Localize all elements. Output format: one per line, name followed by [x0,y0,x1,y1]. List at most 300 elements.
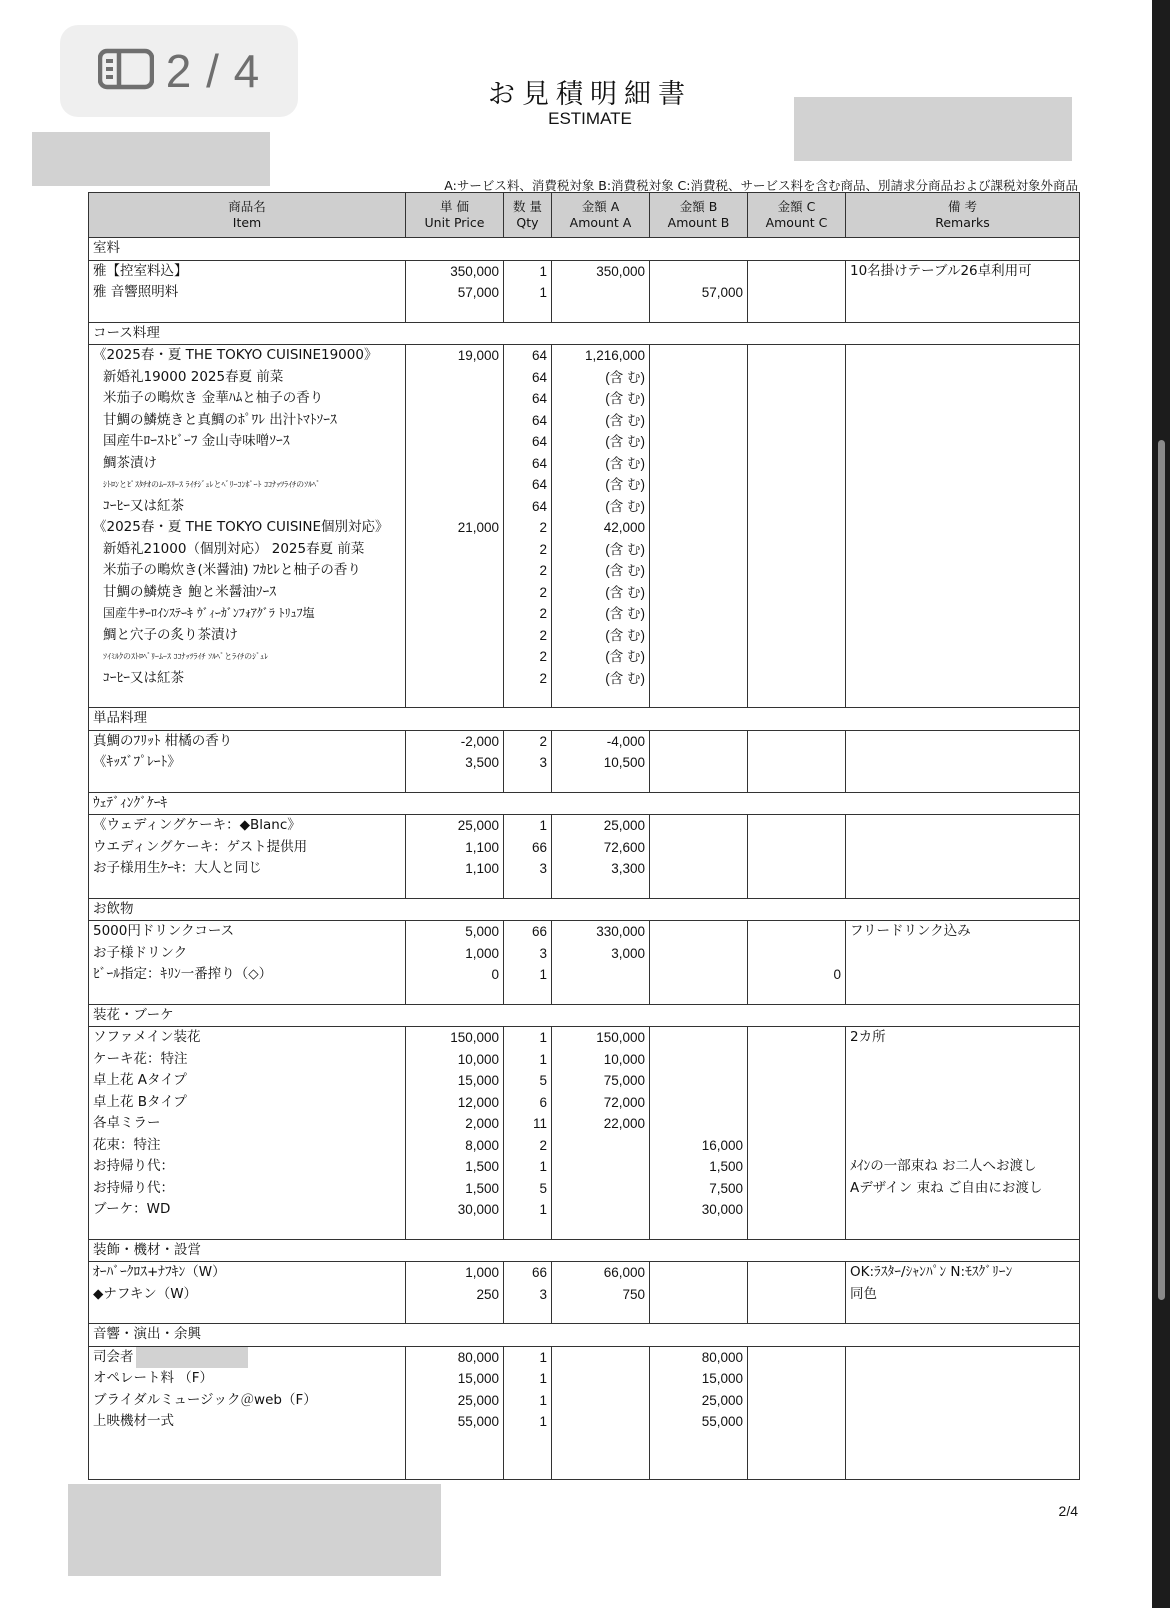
item-name: ｺｰﾋｰ又は紅茶 [103,669,184,686]
spacer-row [89,1305,1080,1324]
cell-price: 1,500 [406,1178,504,1200]
cell-qty: 2 [504,517,552,539]
cell-qty: 3 [504,1284,552,1306]
cell-b [650,410,748,432]
table-row [89,1262,1080,1284]
cell-c: 0 [748,964,846,986]
cell-b [650,345,748,367]
cell-c [748,431,846,453]
cell-item [89,388,406,410]
cell-qty: 3 [504,858,552,880]
cell-c [748,260,846,282]
cell-a: 10,000 [552,1049,650,1071]
cell-qty: 64 [504,453,552,475]
cell-item [89,668,406,690]
section-header [89,238,1080,261]
cell-a: (含 む) [552,410,650,432]
cell-price [406,582,504,604]
cell-remarks [846,837,1080,859]
cell-qty: 1 [504,1156,552,1178]
cell-c [748,1027,846,1049]
table-row [89,1178,1080,1200]
spacer-cell [650,1433,748,1480]
cell-c [748,453,846,475]
cell-price: 25,000 [406,815,504,837]
cell-a: 10,500 [552,752,650,774]
cell-price: 30,000 [406,1199,504,1221]
cell-qty: 1 [504,964,552,986]
item-name: 雅【控室料込】 [93,262,188,279]
cell-c [748,1368,846,1390]
spacer-row [89,880,1080,899]
cell-price: 8,000 [406,1135,504,1157]
spacer-cell [504,880,552,899]
cell-b [650,474,748,496]
cell-price: 10,000 [406,1049,504,1071]
cell-price: 1,000 [406,943,504,965]
cell-qty: 64 [504,474,552,496]
cell-remarks: ﾒｲﾝの一部束ね お二人へお渡し [846,1156,1080,1178]
item-name: 鯛茶漬け [103,454,157,471]
cell-remarks [846,858,1080,880]
cell-a: (含 む) [552,431,650,453]
document-subtitle: ESTIMATE [548,109,632,128]
section-header [89,708,1080,731]
spacer-cell [552,304,650,323]
table-row [89,752,1080,774]
cell-remarks [846,1411,1080,1433]
spacer-cell [89,986,406,1005]
cell-item [89,1284,406,1306]
estimate-table [88,192,1080,1480]
cell-a: 3,000 [552,943,650,965]
cell-c [748,474,846,496]
spacer-row [89,774,1080,793]
spacer-cell [89,1305,406,1324]
spacer-cell [650,689,748,708]
spacer-cell [89,1433,406,1480]
table-row [89,260,1080,282]
cell-item [89,1368,406,1390]
amount-legend: A:サービス料、消費税対象 B:消費税対象 C:消費税、サービス料を含む商品、別請求分商品および課税対象外商品 [444,178,1078,193]
spacer-cell [846,1433,1080,1480]
item-name: 国産牛ﾛｰｽﾄﾋﾞｰﾌ 金山寺味噌ｿｰｽ [103,433,290,449]
cell-c [748,837,846,859]
cell-c [748,646,846,668]
cell-a [552,1199,650,1221]
cell-b [650,1284,748,1306]
cell-b [650,496,748,518]
cell-b [650,943,748,965]
cell-remarks [846,539,1080,561]
cell-price: 3,500 [406,752,504,774]
cell-c [748,367,846,389]
item-name: お子様用生ｹｰｷ：大人と同じ [93,860,262,876]
cell-a: 1,216,000 [552,345,650,367]
spacer-cell [406,304,504,323]
cell-price: 5,000 [406,921,504,943]
cell-price: 1,500 [406,1156,504,1178]
spacer-cell [650,304,748,323]
section-title: 単品料理 [89,708,1080,731]
cell-price: 57,000 [406,282,504,304]
cell-b: 30,000 [650,1199,748,1221]
cell-qty: 2 [504,603,552,625]
cell-b [650,730,748,752]
cell-item [89,1070,406,1092]
spacer-cell [650,880,748,899]
col-remarks: 備 考 Remarks [846,193,1080,238]
cell-b: 16,000 [650,1135,748,1157]
table-row [89,410,1080,432]
cell-a: 3,300 [552,858,650,880]
cell-b [650,964,748,986]
cell-c [748,943,846,965]
cell-price: 1,100 [406,837,504,859]
spacer-cell [406,774,504,793]
cell-price: 150,000 [406,1027,504,1049]
cell-c [748,1346,846,1368]
item-name: ﾋﾞｰﾙ指定：ｷﾘﾝ一番搾り（◇） [93,966,273,982]
item-name: ｵｰﾊﾞｰｸﾛｽ+ﾅﾌｷﾝ（W） [93,1264,226,1280]
spacer-cell [89,1221,406,1240]
cell-remarks [846,1092,1080,1114]
cell-b [650,668,748,690]
cell-item [89,603,406,625]
table-row [89,431,1080,453]
cell-b: 55,000 [650,1411,748,1433]
table-row [89,668,1080,690]
spacer-cell [504,986,552,1005]
cell-b: 15,000 [650,1368,748,1390]
cell-a: 72,000 [552,1092,650,1114]
cell-item [89,1092,406,1114]
item-name: ◆ナフキン（W） [93,1285,198,1302]
page-number: 2/4 [1058,1503,1078,1519]
cell-price [406,603,504,625]
cell-item [89,964,406,986]
spacer-cell [504,774,552,793]
cell-c [748,668,846,690]
cell-remarks [846,496,1080,518]
cell-c [748,1199,846,1221]
cell-c [748,1113,846,1135]
cell-qty: 66 [504,921,552,943]
spacer-cell [504,1433,552,1480]
cell-c [748,1284,846,1306]
table-row [89,964,1080,986]
cell-remarks [846,431,1080,453]
cell-price [406,646,504,668]
table-row [89,496,1080,518]
cell-qty: 1 [504,1027,552,1049]
table-row [89,837,1080,859]
cell-remarks: Aデザイン 束ね ご自由にお渡し [846,1178,1080,1200]
spacer-row [89,689,1080,708]
cell-qty: 6 [504,1092,552,1114]
section-header [89,1239,1080,1262]
item-name: 真鯛のﾌﾘｯﾄ 柑橘の香り [93,732,233,749]
cell-qty: 5 [504,1070,552,1092]
table-row [89,921,1080,943]
cell-remarks [846,474,1080,496]
spacer-cell [748,1433,846,1480]
item-name: ｿｲﾐﾙｸのｽﾄﾛﾍﾞﾘｰﾑｰｽ ｺｺﾅｯﾂﾗｲﾁ ｿﾙﾍﾞとﾗｲﾁのｼﾞｭﾚ [103,652,269,661]
cell-remarks: 2カ所 [846,1027,1080,1049]
cell-price: 25,000 [406,1390,504,1412]
cell-a: 75,000 [552,1070,650,1092]
cell-qty: 64 [504,388,552,410]
cell-item [89,410,406,432]
cell-price [406,410,504,432]
cell-price [406,431,504,453]
cell-b [650,388,748,410]
spacer-cell [748,774,846,793]
section-header [89,898,1080,921]
cell-qty: 2 [504,582,552,604]
cell-c [748,815,846,837]
item-name: 新婚礼19000 2025春夏 前菜 [103,368,284,385]
spacer-cell [650,1221,748,1240]
cell-qty: 2 [504,646,552,668]
cell-qty: 2 [504,560,552,582]
cell-a: (含 む) [552,453,650,475]
cell-price: 250 [406,1284,504,1306]
spacer-cell [406,1305,504,1324]
cell-a: (含 む) [552,560,650,582]
cell-item [89,453,406,475]
item-name: 5000円ドリンクコース [93,923,235,939]
section-title: コース料理 [89,322,1080,345]
cell-price: 350,000 [406,260,504,282]
cell-b [650,582,748,604]
spacer-cell [552,880,650,899]
cell-qty: 1 [504,1049,552,1071]
cell-item [89,474,406,496]
spacer-cell [748,689,846,708]
cell-a: 22,000 [552,1113,650,1135]
cell-qty: 1 [504,1390,552,1412]
cell-a: 25,000 [552,815,650,837]
cell-qty: 2 [504,539,552,561]
spacer-cell [846,1221,1080,1240]
cell-item [89,560,406,582]
cell-a: (含 む) [552,367,650,389]
cell-item [89,837,406,859]
spacer-cell [89,689,406,708]
cell-qty: 2 [504,730,552,752]
cell-a: (含 む) [552,625,650,647]
cell-item [89,815,406,837]
cell-a: (含 む) [552,388,650,410]
cell-item [89,752,406,774]
item-name: 司会者 [93,1348,134,1365]
cell-price: 1,100 [406,858,504,880]
cell-qty: 64 [504,410,552,432]
cell-a: (含 む) [552,646,650,668]
table-row [89,474,1080,496]
cell-b: 1,500 [650,1156,748,1178]
table-row [89,858,1080,880]
cell-a: 42,000 [552,517,650,539]
cell-price: 15,000 [406,1070,504,1092]
cell-b [650,367,748,389]
cell-remarks [846,410,1080,432]
cell-a [552,1178,650,1200]
cell-price [406,453,504,475]
table-row [89,1135,1080,1157]
cell-remarks [846,345,1080,367]
cell-price: 12,000 [406,1092,504,1114]
item-name: 甘鯛の鱗焼き 鮑と米醤油ｿｰｽ [103,583,277,600]
cell-price: 80,000 [406,1346,504,1368]
col-qty: 数 量 Qty [504,193,552,238]
cell-qty: 1 [504,1411,552,1433]
spacer-cell [504,304,552,323]
cell-b [650,517,748,539]
cell-item [89,943,406,965]
spacer-cell [406,986,504,1005]
item-name: 卓上花 Bタイプ [93,1093,187,1110]
item-name: ソファメイン装花 [93,1029,201,1045]
cell-a: (含 む) [552,603,650,625]
item-name: 《ｷｯｽﾞﾌﾟﾚｰﾄ》 [93,754,181,770]
item-name: 国産牛ｻｰﾛｲﾝｽﾃｰｷ ｳﾞｨｰｶﾞﾝﾌｫｱｸﾞﾗ ﾄﾘｭﾌ塩 [103,606,315,620]
spacer-cell [846,880,1080,899]
table-row [89,367,1080,389]
spacer-cell [406,1433,504,1480]
cell-c [748,1135,846,1157]
item-name: ウエディングケーキ：ゲスト提供用 [93,838,308,855]
cell-b [650,646,748,668]
cell-item [89,730,406,752]
cell-b: 25,000 [650,1390,748,1412]
spacer-cell [552,1221,650,1240]
cell-remarks [846,730,1080,752]
table-row [89,582,1080,604]
section-title: 装飾・機材・設営 [89,1239,1080,1262]
section-header [89,1324,1080,1347]
cell-a: (含 む) [552,668,650,690]
table-row [89,943,1080,965]
cell-a [552,1390,650,1412]
cell-b [650,1092,748,1114]
table-row [89,1346,1080,1368]
cell-qty: 2 [504,1135,552,1157]
cell-a: 150,000 [552,1027,650,1049]
cell-price: 1,000 [406,1262,504,1284]
cell-b [650,560,748,582]
cell-qty: 1 [504,1346,552,1368]
cell-item [89,282,406,304]
spacer-cell [406,689,504,708]
cell-b: 57,000 [650,282,748,304]
cell-b [650,752,748,774]
cell-price: 15,000 [406,1368,504,1390]
cell-item [89,539,406,561]
table-row [89,1411,1080,1433]
spacer-cell [650,986,748,1005]
item-name: 花束：特注 [93,1136,161,1153]
table-row [89,560,1080,582]
cell-c [748,1178,846,1200]
cell-qty: 1 [504,815,552,837]
cell-item [89,431,406,453]
cell-a: 72,600 [552,837,650,859]
cell-remarks [846,282,1080,304]
item-name: お持帰り代： [93,1158,174,1174]
cell-b [650,815,748,837]
spacer-cell [650,1305,748,1324]
cell-c [748,282,846,304]
cell-c [748,539,846,561]
item-name: 上映機材一式 [93,1413,174,1429]
cell-a: 330,000 [552,921,650,943]
table-row [89,282,1080,304]
item-name: オペレート料 （F） [93,1370,214,1386]
spacer-cell [552,774,650,793]
cell-item [89,1390,406,1412]
cell-a: (含 む) [552,582,650,604]
item-name: 新婚礼21000（個別対応） 2025春夏 前菜 [103,540,365,557]
cell-b [650,603,748,625]
cell-item [89,1178,406,1200]
table-row [89,345,1080,367]
spacer-cell [89,774,406,793]
cell-a [552,282,650,304]
cell-remarks [846,1390,1080,1412]
section-header [89,322,1080,345]
spacer-cell [846,774,1080,793]
col-item: 商品名 Item [89,193,406,238]
cell-c [748,345,846,367]
cell-item [89,625,406,647]
section-header [89,1004,1080,1027]
table-row [89,1070,1080,1092]
cell-c [748,560,846,582]
cell-a: -4,000 [552,730,650,752]
spacer-cell [748,304,846,323]
item-name: 《2025春・夏 THE TOKYO CUISINE19000》 [93,347,378,363]
cell-a [552,1156,650,1178]
cell-a: (含 む) [552,539,650,561]
item-name: ｺｰﾋｰ又は紅茶 [103,497,184,514]
cell-b [650,1070,748,1092]
cell-price [406,388,504,410]
cell-c [748,410,846,432]
cell-b: 7,500 [650,1178,748,1200]
spacer-row [89,304,1080,323]
cell-item [89,582,406,604]
cell-qty: 1 [504,1368,552,1390]
table-row [89,1113,1080,1135]
cell-item [89,260,406,282]
spacer-cell [846,304,1080,323]
cell-b [650,1262,748,1284]
cell-qty: 64 [504,345,552,367]
cell-c [748,1049,846,1071]
cell-a: (含 む) [552,496,650,518]
cell-a: (含 む) [552,474,650,496]
cell-remarks [846,964,1080,986]
cell-price: 55,000 [406,1411,504,1433]
cell-b [650,1049,748,1071]
cell-qty: 3 [504,752,552,774]
cell-price [406,539,504,561]
cell-remarks [846,1368,1080,1390]
scrollbar[interactable] [1158,440,1165,1300]
cell-a: 750 [552,1284,650,1306]
